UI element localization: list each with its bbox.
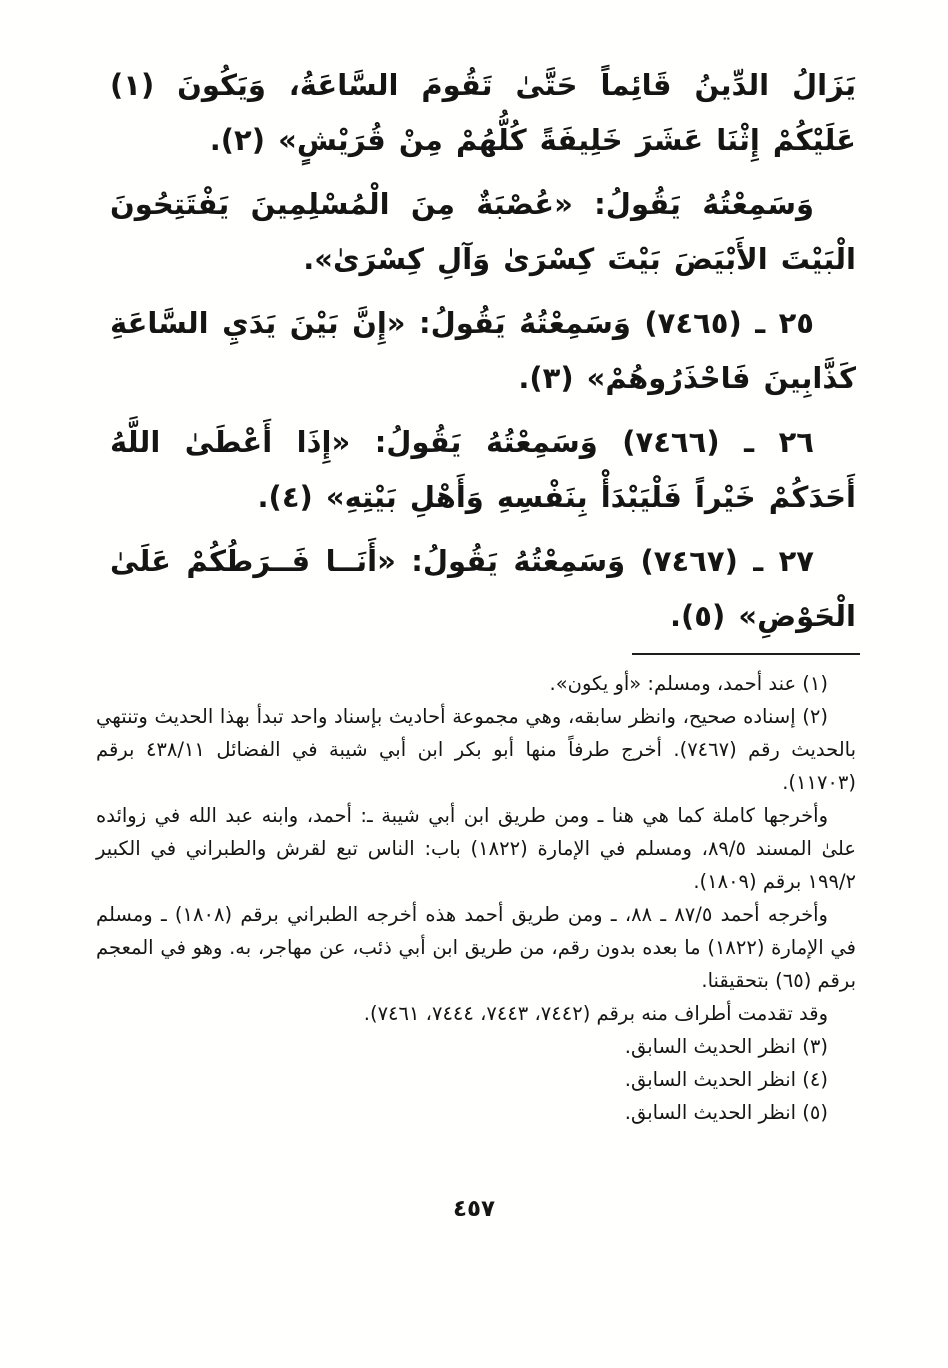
footnote-separator-rule [632, 653, 860, 655]
footnote-3: (٣) انظر الحديث السابق. [624, 1035, 828, 1058]
footnote-2: (٢) إسناده صحيح، وانظر سابقه، وهي مجموعة أحاديث بإسناد واحد تبدأ بهذا الحديث وتنتهي بالحديث رقم (٧٤٦٧). أخرج طرفاً منها أبو بكر ابن أبي شيبة في الفضائل ٤٣٨/١١ برقم (١١٧٠٣). [96, 705, 856, 794]
footnote-4: (٤) انظر الحديث السابق. [624, 1068, 828, 1091]
page-number: ٤٥٧ [452, 1196, 496, 1222]
footnote-5: (٥) انظر الحديث السابق. [624, 1101, 828, 1124]
footnotes-block [0, 667, 948, 1129]
footnote-2-continuation-a: وأخرجها كاملة كما هي هنا ـ ومن طريق ابن أبي شيبة ـ: أحمد، وابنه عبد الله في زوائده علىٰ المسند ٨٩/٥، ومسلم في الإمارة (١٨٢٢) باب: الناس تبع لقرش والطبراني في الكبير ١٩٩/٢ برقم (١٨٠٩). [96, 804, 856, 893]
main-text-block [0, 0, 948, 644]
hadith-paragraph-26: ٢٦ ـ (٧٤٦٦) وَسَمِعْتُهُ يَقُولُ: «إِذَا أَعْطَىٰ اللَّهُ أَحَدَكُمْ خَيْراً فَلْيَبْدَأْ بِنَفْسِهِ وَأَهْلِ بَيْتِهِ» (٤). [110, 425, 856, 514]
footnote-2-continuation-b: وأخرجه أحمد ٨٧/٥ ـ ٨٨، ـ ومن طريق أحمد هذه أخرجه الطبراني برقم (١٨٠٨) ـ ومسلم في الإمارة (١٨٢٢) ما بعده بدون رقم، من طريق ابن أبي ذئب، عن مهاجر، به. وهو في المعجم برقم (٦٥) بتحقيقنا. [96, 903, 857, 992]
hadith-paragraph-27: ٢٧ ـ (٧٤٦٧) وَسَمِعْتُهُ يَقُولُ: «أَنَــا فَــرَطُكُمْ عَلَىٰ الْحَوْضِ» (٥). [110, 544, 856, 633]
hadith-paragraph-continuation: يَزَالُ الدِّينُ قَائِماً حَتَّىٰ تَقُومَ السَّاعَةُ، وَيَكُونَ (١) عَلَيْكُمْ إِثْنَا عَشَرَ خَلِيفَةً كُلُّهُمْ مِنْ قُرَيْشٍ» (٢). [110, 68, 856, 157]
hadith-paragraph-25: ٢٥ ـ (٧٤٦٥) وَسَمِعْتُهُ يَقُولُ: «إِنَّ بَيْنَ يَدَيِ السَّاعَةِ كَذَّابِينَ فَاحْذَرُوهُمْ» (٣). [110, 306, 856, 395]
hadith-paragraph: وَسَمِعْتُهُ يَقُولُ: «عُصْبَةٌ مِنَ الْمُسْلِمِينَ يَفْتَتِحُونَ الْبَيْتَ الأَبْيَضَ بَيْتَ كِسْرَىٰ وَآلِ كِسْرَىٰ». [110, 187, 856, 276]
footnote-2-continuation-c: وقد تقدمت أطراف منه برقم (٧٤٤٢، ٧٤٤٣، ٧٤٤٤، ٧٤٦١). [363, 1002, 828, 1025]
footnote-1: (١) عند أحمد، ومسلم: «أو يكون». [549, 672, 828, 695]
